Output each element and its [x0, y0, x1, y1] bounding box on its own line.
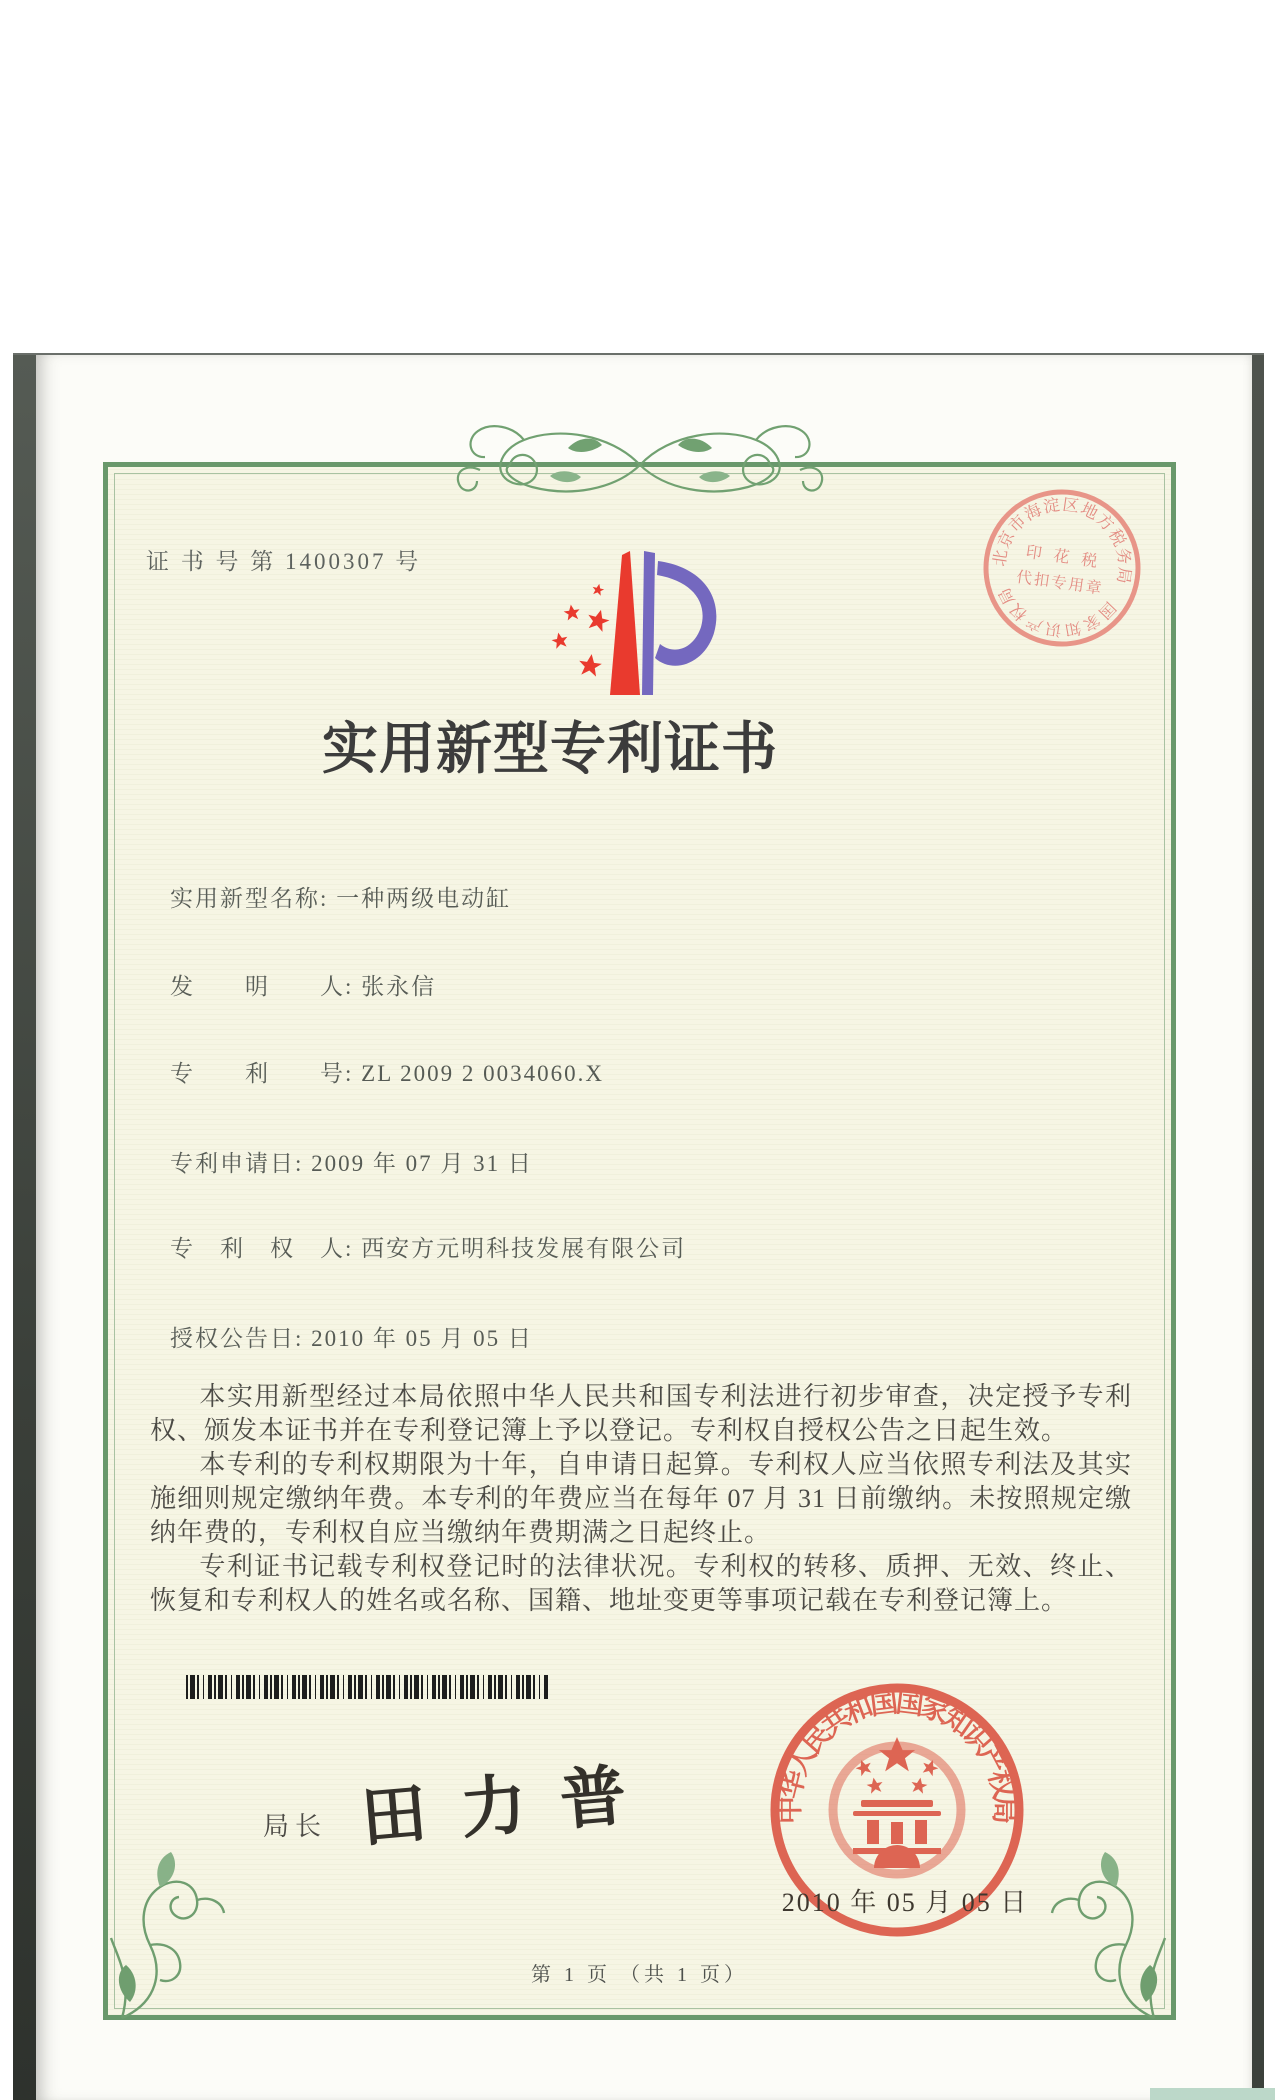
- tax-stamp-center-line2: 代扣专用章: [1015, 568, 1105, 598]
- field-label: 专 利 权 人:: [170, 1236, 362, 1261]
- certificate-number: 证 书 号 第 1400307 号: [146, 549, 422, 574]
- scan-page-left-edge: [13, 355, 36, 2100]
- field-value: ZL 2009 2 0034060.X: [361, 1061, 604, 1086]
- field-value: 2009 年 07 月 31 日: [311, 1151, 533, 1176]
- field-value: 西安方元明科技发展有限公司: [361, 1236, 687, 1261]
- legal-paragraph: 专利证书记载专利权登记时的法律状况。专利权的转移、质押、无效、终止、恢复和专利权人的姓名或名称、国籍、地址变更等事项记载在专利登记簿上。: [150, 1552, 1132, 1615]
- field-label: 专利申请日:: [170, 1151, 312, 1176]
- field-value: 一种两级电动缸: [336, 886, 512, 911]
- legal-paragraph: 本专利的专利权期限为十年，自申请日起算。专利权人应当依照专利法及其实施细则规定缴纳年费。本专利的年费应当在每年 07 月 31 日前缴纳。未按照规定缴纳年费的，专利权自应当缴纳年费期满之日起终止。: [150, 1450, 1132, 1547]
- field-inventor: [170, 968, 436, 1001]
- barcode: [186, 1675, 550, 1699]
- field-patent-number: [170, 1055, 604, 1088]
- tax-stamp-arc-bottom-text: 国家知识产权局: [996, 584, 1119, 638]
- field-patentee: [170, 1230, 686, 1263]
- field-value: 张永信: [361, 974, 437, 999]
- field-value: 2010 年 05 月 05 日: [311, 1326, 533, 1351]
- scan-page-right-edge: [1252, 355, 1264, 2100]
- seal-date: 2010 年 05 月 05 日: [781, 1888, 1029, 1917]
- field-grant-publication-date: [170, 1320, 533, 1353]
- field-label: 专 利 号:: [170, 1061, 362, 1086]
- national-emblem-icon: [833, 1737, 961, 1874]
- page-number-footer: 第 1 页 （共 1 页）: [531, 1964, 748, 1986]
- scan-corner-artifact: [1150, 2088, 1275, 2100]
- tax-stamp-center-line1: 印 花 税: [1024, 543, 1103, 572]
- legal-paragraph: 本实用新型经过本局依照中华人民共和国专利法进行初步审查，决定授予专利权、颁发本证书并在专利登记簿上予以登记。专利权自授权公告之日起生效。: [150, 1382, 1132, 1445]
- tax-stamp-arc-top-text: 北京市海淀区地方税务局: [989, 494, 1135, 585]
- field-label: 发 明 人:: [170, 974, 362, 999]
- field-utility-model-name: [170, 880, 511, 913]
- field-filing-date: [170, 1145, 533, 1178]
- tax-withholding-stamp: [938, 444, 1186, 692]
- director-label: 局长: [263, 1812, 328, 1841]
- director-signature-handwriting: 田力普: [357, 1753, 664, 1857]
- seal-ring-text: 中华人民共和国国家知识产权局: [774, 1687, 1020, 1825]
- certificate-title: 实用新型专利证书: [322, 719, 778, 781]
- svg-text:北京市海淀区地方税务局: [990, 486, 1144, 585]
- sipo-patent-logo-icon: [532, 545, 732, 715]
- legal-body-text: [150, 1380, 1132, 1618]
- field-label: 实用新型名称:: [170, 886, 337, 911]
- field-label: 授权公告日:: [170, 1326, 312, 1351]
